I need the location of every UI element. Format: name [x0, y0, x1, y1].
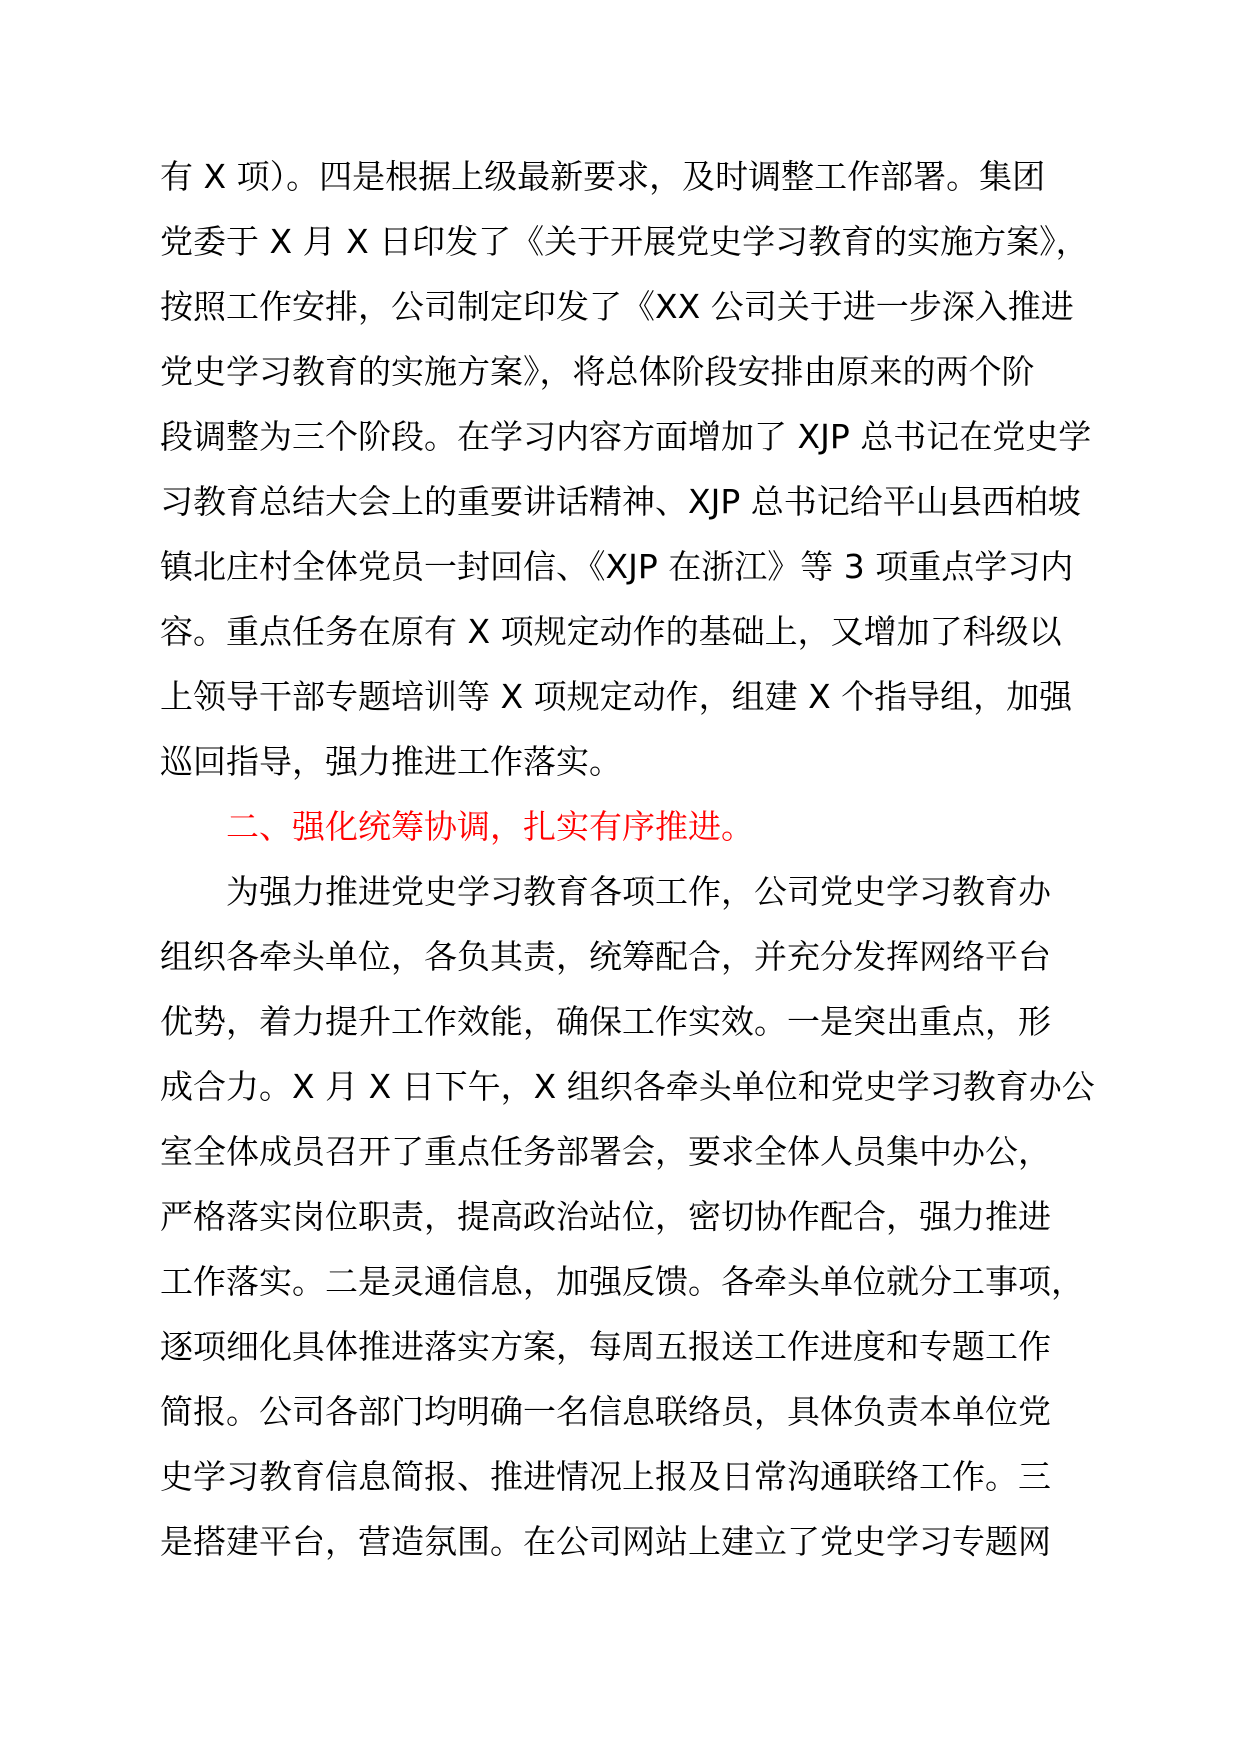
paragraph-line: 按照工作安排，公司制定印发了《XX 公司关于进一步深入推进 — [160, 287, 1074, 326]
paragraph-line: 为强力推进党史学习教育各项工作，公司党史学习教育办 — [226, 872, 1051, 911]
paragraph-line: 容。重点任务在原有 X 项规定动作的基础上，又增加了科级以 — [160, 612, 1062, 651]
paragraph-line: 工作落实。二是灵通信息，加强反馈。各牵头单位就分工事项， — [160, 1262, 1084, 1301]
paragraph-line: 室全体成员召开了重点任务部署会，要求全体人员集中办公， — [160, 1132, 1051, 1171]
section-heading: 二、强化统筹协调，扎实有序推进。 — [226, 807, 754, 846]
section-heading-block — [160, 794, 1120, 859]
paragraph-line: 党史学习教育的实施方案》，将总体阶段安排由原来的两个阶 — [160, 352, 1035, 391]
paragraph-line: 严格落实岗位职责，提高政治站位，密切协作配合，强力推进 — [160, 1197, 1051, 1236]
paragraph-line: 巡回指导，强力推进工作落实。 — [160, 742, 622, 781]
paragraph-line: 有 X 项）。四是根据上级最新要求，及时调整工作部署。集团 — [160, 157, 1046, 196]
body-paragraph-1 — [160, 144, 1120, 794]
paragraph-line: 逐项细化具体推进落实方案，每周五报送工作进度和专题工作 — [160, 1327, 1051, 1366]
paragraph-line: 上领导干部专题培训等 X 项规定动作，组建 X 个指导组，加强 — [160, 677, 1073, 716]
paragraph-line: 是搭建平台，营造氛围。在公司网站上建立了党史学习专题网 — [160, 1522, 1051, 1561]
paragraph-line: 简报。公司各部门均明确一名信息联络员，具体负责本单位党 — [160, 1392, 1051, 1431]
paragraph-line: 镇北庄村全体党员一封回信、《XJP 在浙江》等 3 项重点学习内 — [160, 547, 1074, 586]
paragraph-line: 成合力。X 月 X 日下午，X 组织各牵头单位和党史学习教育办公 — [160, 1067, 1095, 1106]
paragraph-line: 优势，着力提升工作效能，确保工作实效。一是突出重点，形 — [160, 1002, 1051, 1041]
paragraph-line: 段调整为三个阶段。在学习内容方面增加了 XJP 总书记在党史学 — [160, 417, 1092, 456]
paragraph-line: 党委于 X 月 X 日印发了《关于开展党史学习教育的实施方案》， — [160, 222, 1089, 261]
paragraph-line: 组织各牵头单位，各负其责，统筹配合，并充分发挥网络平台 — [160, 937, 1051, 976]
paragraph-line: 史学习教育信息简报、推进情况上报及日常沟通联络工作。三 — [160, 1457, 1051, 1496]
body-paragraph-2 — [160, 859, 1120, 1574]
paragraph-line: 习教育总结大会上的重要讲话精神、XJP 总书记给平山县西柏坡 — [160, 482, 1081, 521]
